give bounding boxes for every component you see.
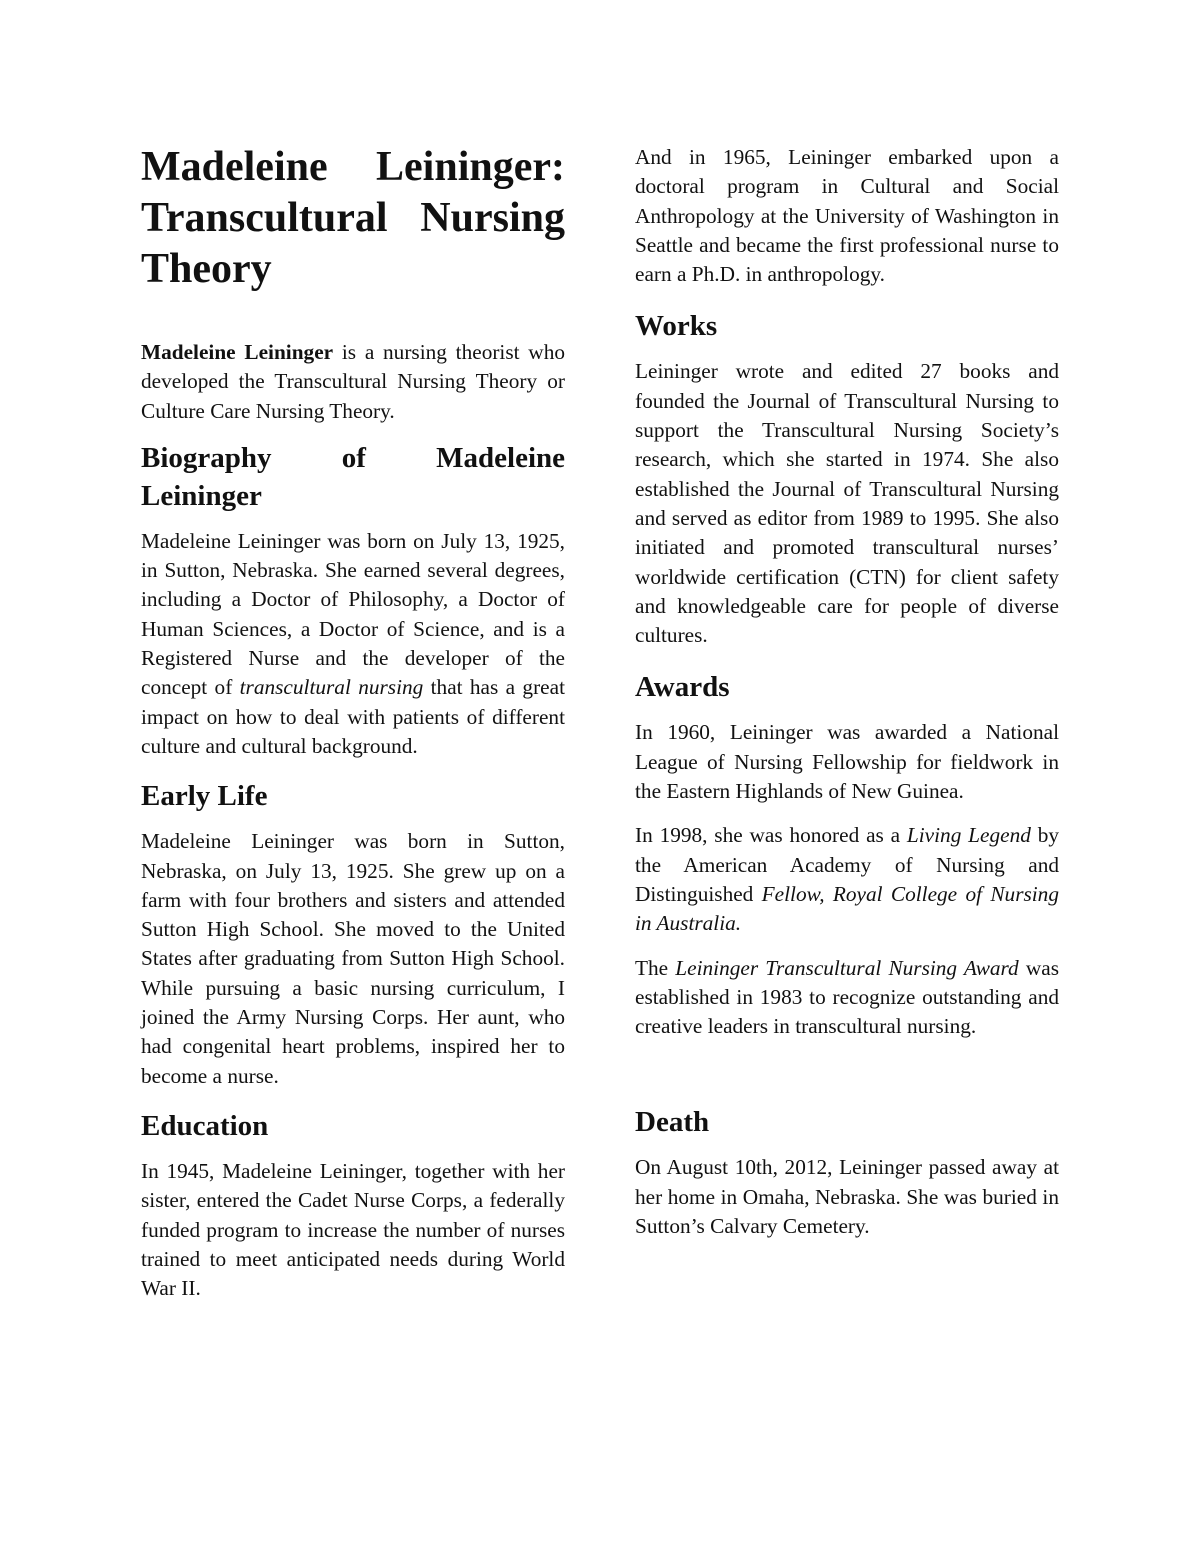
education-heading: Education: [141, 1109, 269, 1142]
awards-p2-text-a: In 1998, she was honored as a: [635, 823, 907, 848]
death-paragraph: On August 10th, 2012, Leininger passed away at her home in Omaha, Nebraska. She was buried in Sutton’s Calvary Cemetery.: [635, 1155, 1059, 1239]
biography-text-after: that has a great impact on how to deal with patients of different culture and cultural background.: [141, 675, 565, 758]
awards-heading: Awards: [635, 671, 730, 704]
intro-text: is a nursing theorist who developed the Transcultural Nursing Theory or Culture Care Nursing Theory.: [141, 340, 565, 423]
awards-p2-italic-1: Living Legend: [906, 823, 1031, 848]
intro-paragraph: [141, 338, 565, 426]
education-paragraph: In 1945, Madeleine Leininger, together with her sister, entered the Cadet Nurse Corps, a federally funded program to increase the number of nurses trained to meet anticipated needs during World War II.: [141, 1158, 565, 1301]
awards-p3-text-a: The: [635, 955, 676, 980]
awards-paragraph-3: [635, 954, 1059, 1042]
right-column: [635, 143, 1059, 1241]
awards-p3-italic: Leininger Transcultural Nursing Award: [675, 955, 1019, 980]
biography-heading: Biography of Madeleine Leininger: [141, 441, 565, 512]
early-life-heading: Early Life: [141, 780, 268, 813]
awards-paragraph-2: [635, 821, 1059, 938]
education-paragraph-2: And in 1965, Leininger embarked upon a doctoral program in Cultural and Social Anthropology at the University of Washington in Seattle and became the first professional nurse to earn a Ph.D. in anthropology.: [635, 145, 1059, 287]
early-life-paragraph: Madeleine Leininger was born in Sutton, Nebraska, on July 13, 1925. She grew up on a farm with four brothers and sisters and attended Sutton High School. She moved to the United States after graduating from Sutton High School. While pursuing a basic nursing curriculum, I joined the Army Nursing Corps. Her aunt, who had congenital heart problems, inspired her to become a nurse.: [141, 829, 565, 1088]
biography-text-before: Madeleine Leininger was born on July 13, 1925, in Sutton, Nebraska. She earned several degrees, including a Doctor of Philosophy, a Doctor of Human Sciences, a Doctor of Science, and is a Registered Nurse and the developer of the concept of: [141, 528, 565, 700]
awards-p3-text-b: was established in 1983 to recognize outstanding and creative leaders in transcultural nursing.: [635, 955, 1060, 1039]
works-heading: Works: [635, 310, 718, 343]
awards-paragraph-1: In 1960, Leininger was awarded a National League of Nursing Fellowship for fieldwork in the Eastern Highlands of New Guinea.: [635, 720, 1059, 804]
biography-italic-term: transcultural nursing: [239, 675, 424, 700]
left-column: [141, 142, 565, 1303]
awards-p2-italic-2: Fellow, Royal College of Nursing in Australia.: [635, 881, 1059, 936]
page-title: Madeleine Leininger: Transcultural Nursing Theory: [141, 144, 565, 292]
awards-p2-text-b: by the American Academy of Nursing and Distinguished: [635, 823, 1059, 906]
death-heading: Death: [635, 1106, 710, 1139]
works-paragraph: Leininger wrote and edited 27 books and founded the Journal of Transcultural Nursing to support the Transcultural Nursing Society’s research, which she started in 1974. She also established the Journal of Transcultural Nursing and served as editor from 1989 to 1995. She also initiated and promoted transcultural nurses’ worldwide certification (CTN) for client safety and knowledgeable care for people of diverse cultures.: [635, 359, 1059, 648]
intro-name: Madeleine Leininger: [141, 340, 334, 364]
biography-paragraph: [141, 527, 565, 761]
